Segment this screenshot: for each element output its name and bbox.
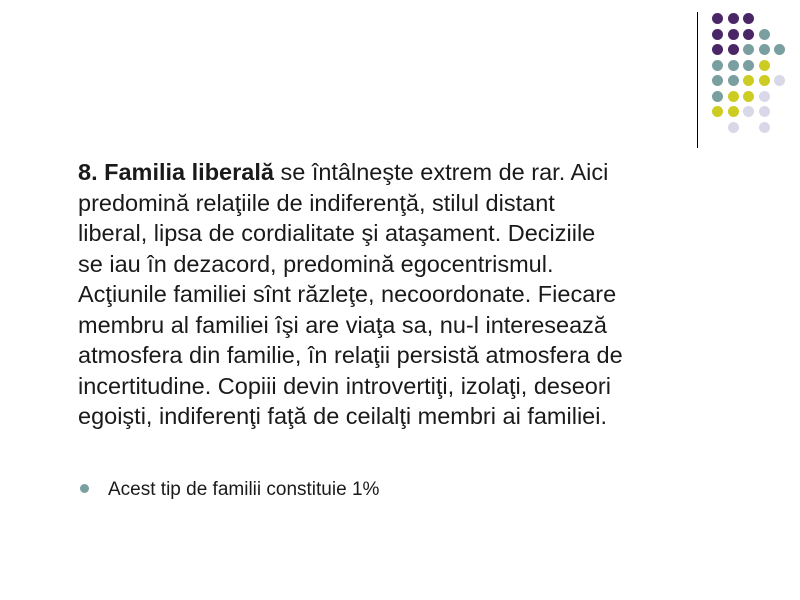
decorative-dot — [759, 106, 770, 117]
paragraph-line: incertitudine. Copiii devin introvertiţi, izolaţi, deseori — [78, 372, 611, 399]
vertical-divider-line — [697, 12, 698, 148]
paragraph-heading: 8. Familia liberală — [78, 159, 274, 185]
decorative-dot — [743, 106, 754, 117]
decorative-dot — [728, 122, 739, 133]
decorative-dot — [728, 29, 739, 40]
decorative-dot — [759, 91, 770, 102]
decorative-dot — [728, 91, 739, 102]
paragraph-line-text: se întâlneşte extrem de rar. Aici — [273, 159, 609, 185]
paragraph-line: egoişti, indiferenţi faţă de ceilalţi membri ai familiei. — [78, 403, 607, 429]
decorative-dot — [743, 60, 754, 71]
bullet-text: Acest tip de familii constituie 1% — [108, 479, 380, 500]
decorative-dot — [712, 29, 723, 40]
decorative-dot — [743, 91, 754, 102]
bullet-dot-icon — [80, 484, 89, 493]
decorative-dot — [759, 60, 770, 71]
decorative-dot — [712, 13, 723, 24]
decorative-dot — [728, 75, 739, 86]
paragraph-line — [78, 157, 768, 188]
decorative-dot — [712, 106, 723, 117]
decorative-dot — [712, 91, 723, 102]
decorative-dot — [743, 44, 754, 55]
decorative-dot — [759, 122, 770, 133]
decorative-dot — [712, 60, 723, 71]
decorative-dot — [774, 44, 785, 55]
decorative-dot — [728, 44, 739, 55]
decorative-dot — [743, 13, 754, 24]
decorative-dot — [774, 75, 785, 86]
decorative-dot — [712, 44, 723, 55]
paragraph-line: predomină relaţiile de indiferenţă, stilul distant — [78, 189, 555, 216]
main-paragraph — [78, 157, 768, 432]
paragraph-line: atmosfera din familie, în relaţii persistă atmosfera de — [78, 342, 623, 368]
decorative-dot — [743, 75, 754, 86]
decorative-dot — [743, 29, 754, 40]
decorative-dot — [759, 44, 770, 55]
bullet-item — [78, 478, 678, 504]
decorative-dot — [728, 106, 739, 117]
decorative-dot — [728, 13, 739, 24]
paragraph-line: se iau în dezacord, predomină egocentrismul. — [78, 250, 554, 277]
paragraph-line: liberal, lipsa de cordialitate şi ataşament. Deciziile — [78, 220, 596, 246]
decorative-dot — [728, 60, 739, 71]
decorative-dot — [759, 75, 770, 86]
decorative-dot — [712, 75, 723, 86]
decorative-dot-grid — [0, 0, 800, 160]
paragraph-line: membru al familiei îşi are viaţa sa, nu-l interesează — [78, 311, 607, 338]
decorative-dot — [759, 29, 770, 40]
paragraph-line: Acţiunile familiei sînt răzleţe, necoordonate. Fiecare — [78, 281, 617, 307]
